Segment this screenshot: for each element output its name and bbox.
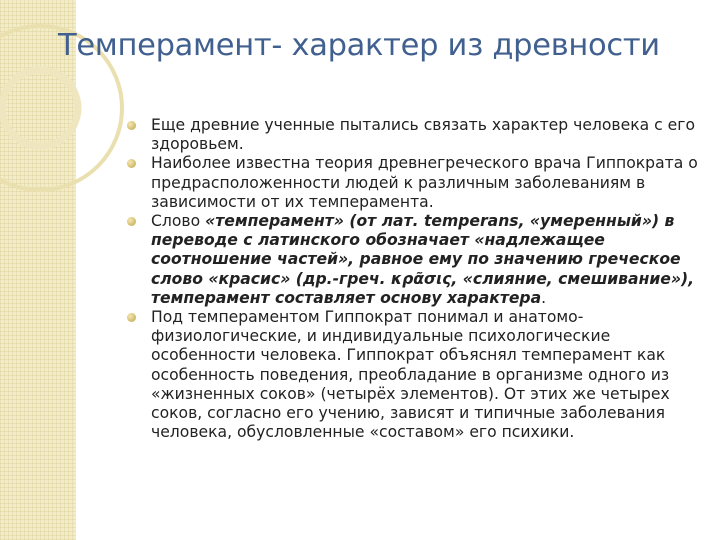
bullet-item <box>127 308 702 442</box>
bullet-text: Слово <box>151 212 206 231</box>
inner-ring <box>2 70 78 146</box>
bullet-icon <box>127 121 136 130</box>
bullet-text: Под темпераментом Гиппократ понимал и анатомо-физиологические, и индивидуальные психологические особенности человека. Гиппократ объяснял темперамент как особенность поведения, преобладание в организме одного из «жизненных соков» (четырёх элементов). От этих же четырех соков, согласно его учению, зависят и типичные заболевания человека, обусловленные «составом» его психики. <box>151 308 670 442</box>
bullet-item <box>127 154 702 212</box>
bullet-icon <box>127 313 136 322</box>
bullet-icon <box>127 159 136 168</box>
bullet-text: Наиболее известна теория древнегреческого врача Гиппократа о предрасположенности людей к различным заболеваниям в зависимости от их темперамента. <box>151 154 698 211</box>
bullet-item <box>127 212 702 308</box>
slide-title: Темперамент- характер из древности <box>58 28 660 63</box>
bullet-item <box>127 116 702 154</box>
bullet-emphasis-text: «темперамент» (от лат. temperans, «умеренный») в переводе с латинского обозначает «надлежащее соотношение частей», равное ему по значению греческое слово «красис» (др.-греч. κρᾶσις, «слияние, смешивание»), темперамент составляет основу характера <box>151 212 695 307</box>
bullet-icon <box>127 217 136 226</box>
bullet-list <box>127 116 702 442</box>
bullet-text: Еще древние ученные пытались связать характер человека с его здоровьем. <box>151 116 695 154</box>
bullet-text-end: . <box>541 288 547 307</box>
